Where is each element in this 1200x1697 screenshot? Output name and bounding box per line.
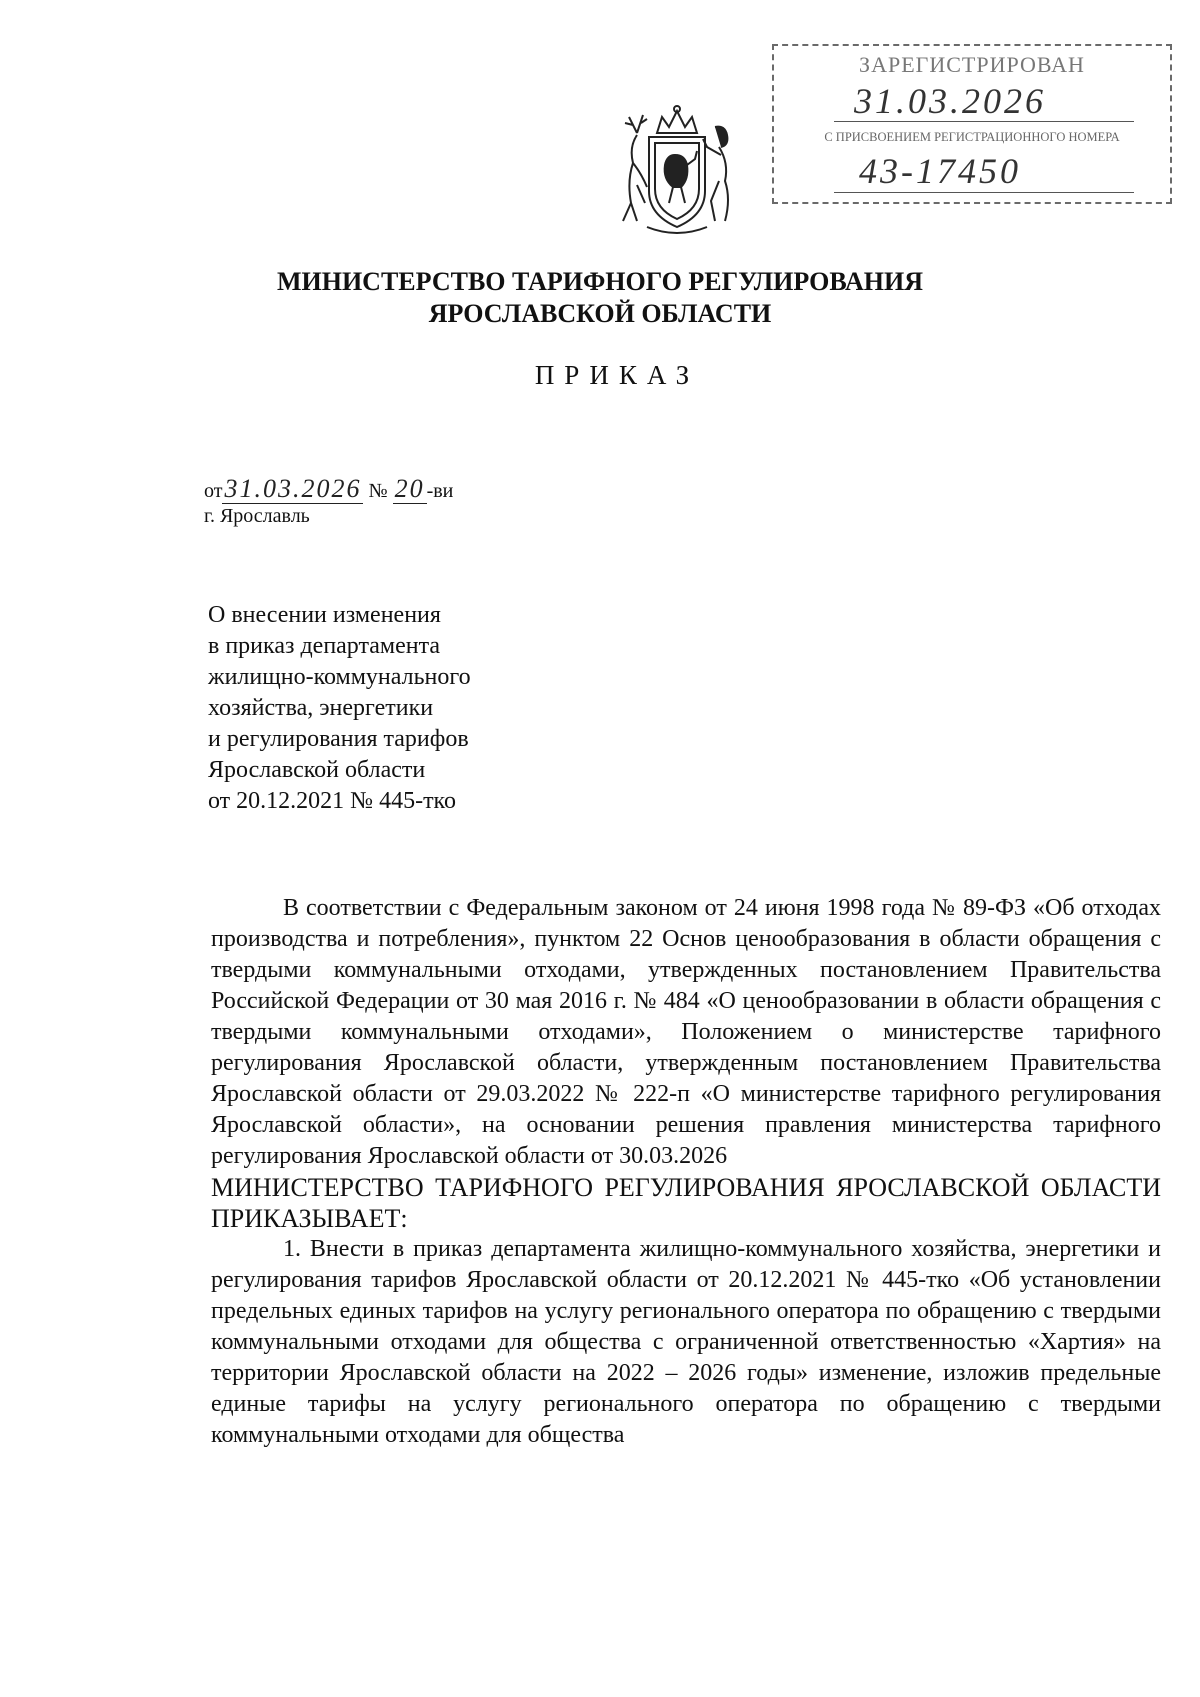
subject-line: жилищно-коммунального bbox=[208, 664, 471, 690]
stamp-title: ЗАРЕГИСТРИРОВАН bbox=[859, 52, 1085, 77]
date-number-line bbox=[204, 476, 453, 504]
coat-of-arms-icon bbox=[607, 103, 747, 243]
date-prefix: от bbox=[204, 480, 223, 502]
subject-line: Ярославской области bbox=[208, 757, 426, 783]
stamp-number: 43-17450 bbox=[859, 151, 1021, 191]
ministry-heading-line: ЯРОСЛАВСКОЙ ОБЛАСТИ bbox=[428, 299, 772, 328]
subject-line: О внесении изменения bbox=[208, 602, 441, 628]
stamp-subtitle: С ПРИСВОЕНИЕМ РЕГИСТРАЦИОННОГО НОМЕРА bbox=[824, 130, 1120, 144]
handwritten-number: 20 bbox=[394, 474, 425, 503]
item-1-paragraph: 1. Внести в приказ департамента жилищно-коммунального хозяйства, энергетики и регулирования тарифов Ярославской области от 20.12.2021 № 445-тко «Об установлении предельных единых тарифов на услугу регионального оператора по обращению с твердыми коммунальными отходами для общества с ограниченной ответственностью «Хартия» на территории Ярославской области на 2022 – 2026 годы» изменение, изложив предельные единые тарифы на услугу регионального оператора по обращению с твердыми коммунальными отходами для общества bbox=[211, 1236, 1161, 1448]
document-type: ПРИКАЗ bbox=[534, 360, 700, 390]
city: г. Ярославль bbox=[204, 505, 310, 527]
registration-stamp bbox=[772, 44, 1172, 204]
number-suffix: -ви bbox=[426, 480, 454, 502]
handwritten-date: 31.03.2026 bbox=[224, 474, 362, 503]
subject-line: от 20.12.2021 № 445-тко bbox=[208, 788, 456, 814]
subject-line: и регулирования тарифов bbox=[208, 726, 469, 752]
orders-paragraph: МИНИСТЕРСТВО ТАРИФНОГО РЕГУЛИРОВАНИЯ ЯРОСЛАВСКОЙ ОБЛАСТИ ПРИКАЗЫВАЕТ: bbox=[211, 1173, 1161, 1233]
number-sign: № bbox=[368, 480, 388, 502]
subject-line: в приказ департамента bbox=[208, 633, 441, 659]
preamble-paragraph: В соответствии с Федеральным законом от 24 июня 1998 года № 89-ФЗ «Об отходах производства и потребления», пунктом 22 Основ ценообразования в области обращения с твердыми коммунальными отходами, утвержденных постановлением Правительства Российской Федерации от 30 мая 2016 г. № 484 «О ценообразовании в области обращения с твердыми коммунальными отходами», Положением о министерстве тарифного регулирования Ярославской области, утвержденным постановлением Правительства Ярославской области от 29.03.2022 № 222-п «О министерстве тарифного регулирования Ярославской области», на основании решения правления министерства тарифного регулирования Ярославской области от 30.03.2026 bbox=[211, 895, 1161, 1169]
subject-line: хозяйства, энергетики bbox=[208, 695, 434, 721]
subject-block bbox=[208, 600, 568, 817]
document-body bbox=[211, 893, 1161, 1451]
stamp-date: 31.03.2026 bbox=[854, 81, 1046, 121]
ministry-heading bbox=[0, 266, 1200, 330]
stamp-divider bbox=[834, 121, 1134, 122]
ministry-heading-line: МИНИСТЕРСТВО ТАРИФНОГО РЕГУЛИРОВАНИЯ bbox=[276, 267, 924, 296]
stamp-divider bbox=[834, 192, 1134, 193]
